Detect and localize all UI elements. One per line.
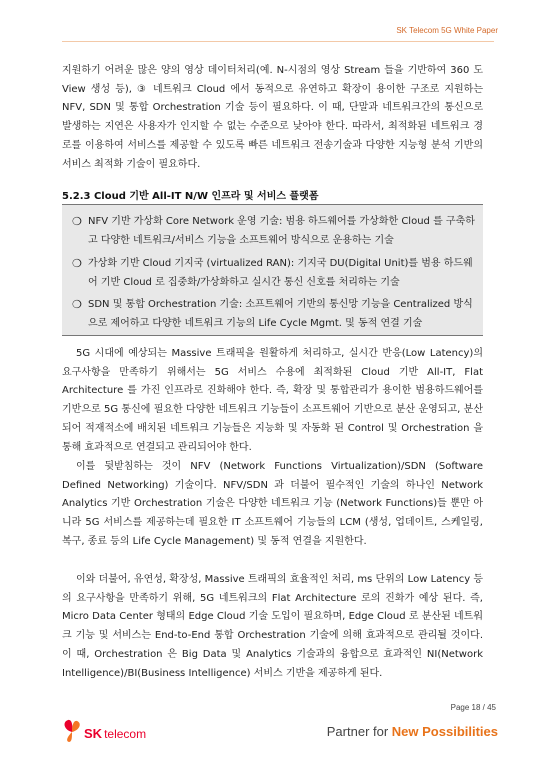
footer-tagline: [327, 724, 498, 739]
tagline-prefix: Partner for: [326, 724, 392, 739]
tagline-highlight: New Possibilities: [391, 724, 498, 739]
bullet-text: NFV 기반 가상화 Core Network 운영 기술: 범용 하드웨어를 가상화한 Cloud 를 구축하고 다양한 네트워크/서비스 기능을 소프트웨어 방식으로 운용하는 기술: [88, 216, 475, 246]
bullet-item: [72, 212, 477, 250]
intro-paragraph: 지원하기 어려운 많은 양의 영상 데이터처리(예. N-시점의 영상 Stream 들을 기반하여 360 도 View 생성 등), ③ 네트워크 Cloud 에서 동적으로 유연하고 확장이 용이한 구조로 지원하는 NFV, SDN 및 통합 Orchestration 기술 등이 필요하다. 이 때, 단말과 네트워크간의 통신으로 발생하는 지연은 사용자가 인지할 수 없는 수준으로 낮아야 한다. 따라서, 최적화된 네트워크 경로를 이용하여 서비스를 제공할 수 있도록 빠른 네트워크 전송기술과 다양한 지능형 분석 기반의 서비스 최적화 기술이 필요하다.: [62, 65, 483, 170]
sk-telecom-logo: [60, 718, 150, 746]
logo-brand: SK: [84, 726, 103, 741]
body-paragraph: 5G 시대에 예상되는 Massive 트래픽을 원활하게 처리하고, 실시간 반응(Low Latency)의 요구사항을 만족하기 위해서는 5G 서비스 수용에 최적화된 Cloud 기반 All-IT, Flat Architecture 를 가진 인프라로 진화해야 한다. 즉, 확장 및 통합관리가 용이한 범용하드웨어를 기반으로 5G 통신에 필요한 다양한 네트워크 기능들이 소프트웨어 기반으로 분산 운영되고, 분산되어 적재적소에 배치된 네트워크 기능들은 지능화 및 자동화 된 Control 및 Orchestration 을 통해 효과적으로 연결되고 관리되어야 한다.: [62, 348, 483, 453]
header-divider: [62, 41, 494, 42]
header-title: SK Telecom 5G White Paper: [396, 26, 498, 35]
bullet-item: [72, 254, 477, 292]
body-paragraph: 이와 더불어, 유연성, 확장성, Massive 트래픽의 효율적인 처리, ms 단위의 Low Latency 등의 요구사항을 만족하기 위해, 5G 네트워크의 Flat Architecture 로의 진화가 예상 된다. 즉, Micro Data Center 형태의 Edge Cloud 기술 도입이 필요하며, Edge Cloud 로 분산된 네트워크 기능 및 서비스는 End-to-End 통합 Orchestration 기술에 의해 효과적으로 관리될 것이다. 이 때, Orchestration 은 Big Data 및 Analytics 기술과의 융합으로 효과적인 NI(Network Intelligence)/BI(Business Intelligence) 서비스 기반을 제공하게 된다.: [62, 574, 483, 679]
sk-butterfly-icon: [60, 718, 84, 744]
bullet-circle-icon: ❍: [72, 215, 82, 228]
logo-suffix: telecom: [104, 727, 147, 741]
bullet-circle-icon: ❍: [72, 257, 82, 270]
body-paragraph: 이를 뒷받침하는 것이 NFV (Network Functions Virtualization)/SDN (Software Defined Networking) 기술이다. NFV/SDN 과 더불어 필수적인 기술의 하나인 Network Analytics 기반 Orchestration 기술은 다양한 네트워크 기능 (Network Functions)들 뿐만 아니라 5G 서비스를 제공하는데 필요한 IT 소프트웨어 기능들의 LCM (생성, 업데이트, 스케일링, 복구, 종료 등의 Life Cycle Management) 및 동적 연결을 지원한다.: [62, 461, 483, 547]
section-title: 5.2.3 Cloud 기반 All-IT N/W 인프라 및 서비스 플랫폼: [62, 191, 319, 202]
page-number: Page 18 / 45: [450, 703, 496, 712]
bullet-circle-icon: ❍: [72, 298, 82, 311]
bullet-box: [62, 204, 483, 336]
bullet-item: [72, 295, 477, 333]
bullet-text: 가상화 기반 Cloud 기지국 (virtualized RAN): 기지국 DU(Digital Unit)를 범용 하드웨어 기반 Cloud 로 집중화/가상화하고 실시간 통신 신호를 처리하는 기술: [88, 258, 473, 288]
bullet-text: SDN 및 통합 Orchestration 기술: 소프트웨어 기반의 통신망 기능을 Centralized 방식으로 제어하고 다양한 네트워크 기능의 Life Cycle Mgmt. 및 동적 연결 기술: [88, 299, 473, 329]
